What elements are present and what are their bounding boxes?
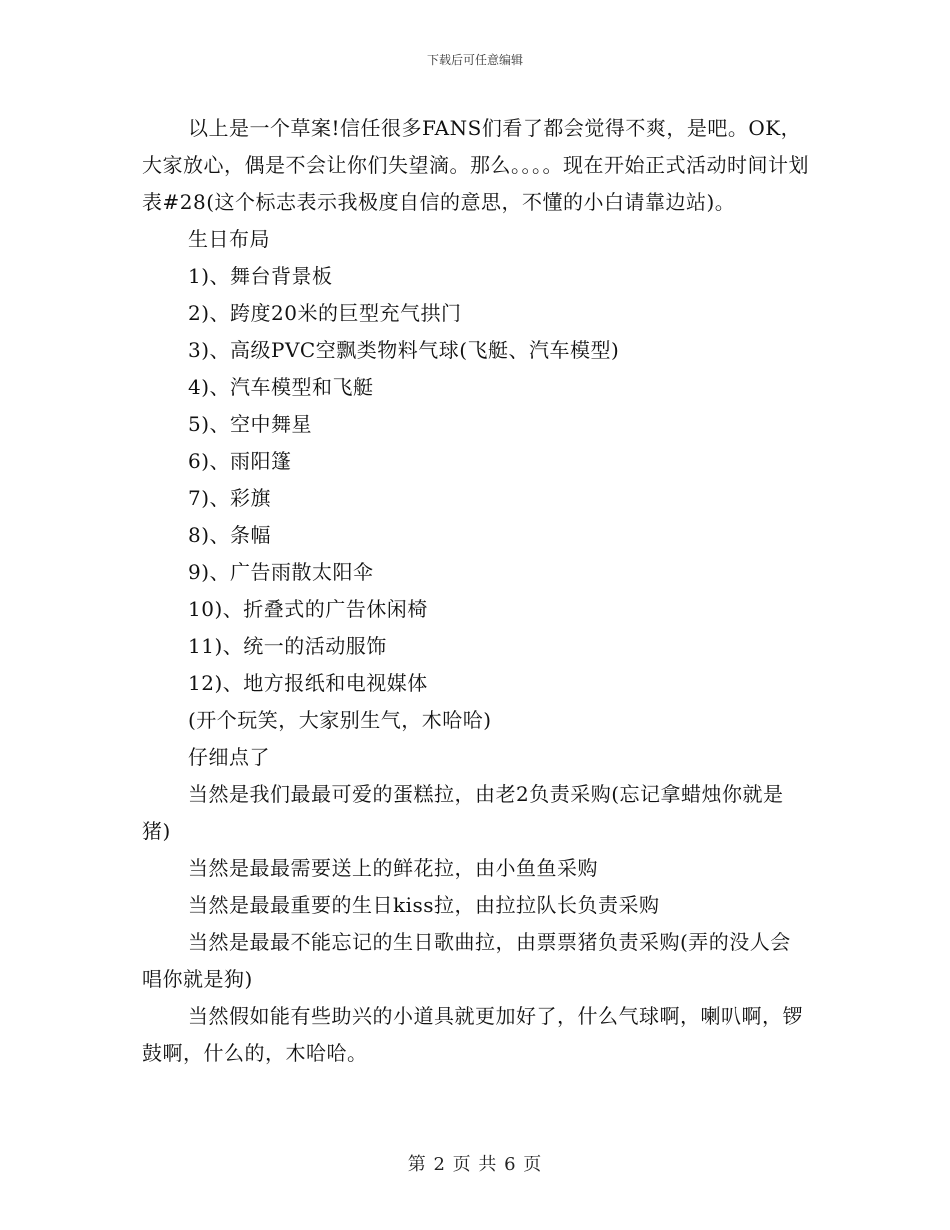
- list-item: 5)、空中舞星: [188, 412, 313, 436]
- document-body: [142, 110, 810, 1072]
- paragraph-kiss: 当然是最最重要的生日kiss拉，由拉拉队长负责采购: [188, 893, 660, 917]
- paragraph-song: 当然是最最不能忘记的生日歌曲拉，由票票猪负责采购(弄的没人会唱你就是狗): [142, 930, 791, 991]
- list-item: 2)、跨度20米的巨型充气拱门: [188, 301, 462, 325]
- paragraph-cake: 当然是我们最最可爱的蛋糕拉，由老2负责采购(忘记拿蜡烛你就是猪): [142, 782, 784, 843]
- list-item: 8)、条幅: [188, 523, 272, 547]
- paragraph-flowers: 当然是最最需要送上的鲜花拉，由小鱼鱼采购: [188, 856, 598, 880]
- page-number-footer: 第 2 页 共 6 页: [407, 1154, 543, 1175]
- paragraph-joke: (开个玩笑，大家别生气，木哈哈): [188, 708, 492, 732]
- list-item: 10)、折叠式的广告休闲椅: [188, 597, 428, 621]
- paragraph-details-heading: 仔细点了: [188, 745, 270, 769]
- list-item: 7)、彩旗: [188, 486, 272, 510]
- list-item: 3)、高级PVC空飘类物料气球(飞艇、汽车模型): [188, 338, 620, 362]
- paragraph-props: 当然假如能有些助兴的小道具就更加好了，什么气球啊，喇叭啊，锣鼓啊，什么的，木哈哈。: [142, 1004, 803, 1065]
- paragraph-intro: 以上是一个草案!信任很多FANS们看了都会觉得不爽，是吧。OK，大家放心，偶是不会让你们失望滴。那么。。。。现在开始正式活动时间计划表#28(这个标志表示我极度自信的意思，不懂的小白请靠边站)。: [142, 116, 809, 214]
- list-item: 11)、统一的活动服饰: [188, 634, 387, 658]
- list-item: 6)、雨阳篷: [188, 449, 292, 473]
- list-item: 12)、地方报纸和电视媒体: [188, 671, 428, 695]
- page-header: 下载后可任意编辑: [426, 53, 523, 67]
- list-item: 9)、广告雨散太阳伞: [188, 560, 374, 584]
- list-item: 1)、舞台背景板: [188, 264, 333, 288]
- section-heading-birthday-layout: 生日布局: [188, 227, 270, 251]
- list-item: 4)、汽车模型和飞艇: [188, 375, 374, 399]
